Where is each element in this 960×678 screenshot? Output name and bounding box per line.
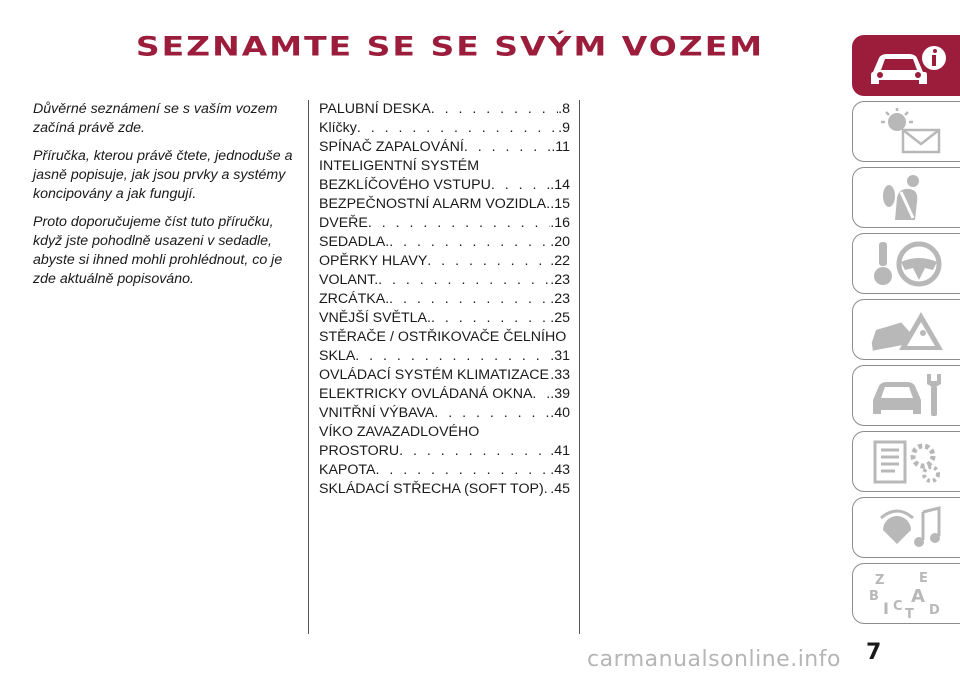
warning-lights-icon [867, 108, 947, 156]
chapter-tabs [852, 35, 960, 629]
index-letter: E [919, 571, 928, 586]
toc-entry[interactable] [319, 404, 570, 423]
toc-entry-page: .41 [550, 443, 570, 459]
toc-entry-title: OPĚRKY HLAVY [319, 253, 428, 269]
toc-entry-title: BEZKLÍČOVÉHO VSTUPU [319, 177, 491, 193]
toc-entry[interactable] [319, 347, 570, 366]
toc-entry-title: ELEKTRICKY OVLÁDANÁ OKNA [319, 386, 533, 402]
tab-multimedia[interactable] [852, 497, 960, 558]
toc-entry-page: .40 [550, 405, 570, 421]
toc-leader-dots [532, 385, 550, 404]
toc-entry[interactable] [319, 442, 570, 461]
toc-entry-title: INTELIGENTNÍ SYSTÉM [319, 158, 480, 174]
watermark: carmanualsonline.info [587, 647, 841, 672]
toc-entry-page: .15 [550, 196, 570, 212]
car-maintenance-icon [867, 372, 947, 420]
toc-entry-title: STĚRAČE / OSTŘIKOVAČE ČELNÍHO [319, 329, 567, 345]
toc-leader-dots [427, 252, 550, 271]
toc-leader-dots [431, 100, 558, 119]
multimedia-icon [867, 504, 947, 552]
intro-paragraph: Důvěrné seznámení se s vaším vozem začíná právě zde. [33, 101, 278, 136]
tab-maintenance[interactable] [852, 365, 960, 426]
page-title: SEZNAMTE SE SE SVÝM VOZEM [135, 30, 765, 62]
toc-entry-page: .25 [550, 310, 570, 326]
tab-car-info[interactable] [852, 35, 960, 96]
toc-entry-page: .14 [550, 177, 570, 193]
toc-entry-title: SEDADLA. [319, 234, 390, 250]
toc-entry[interactable] [319, 309, 570, 328]
toc-leader-dots [376, 461, 551, 480]
toc-entry[interactable] [319, 176, 570, 195]
toc-entry[interactable] [319, 480, 570, 499]
toc-entry-page: .33 [550, 367, 570, 383]
toc-entry-title: VÍKO ZAVAZADLOVÉHO [319, 424, 480, 440]
column-divider [579, 100, 580, 634]
toc-entry[interactable] [319, 100, 570, 119]
table-of-contents [319, 100, 570, 499]
toc-entry[interactable] [319, 271, 570, 290]
toc-entry-page: .45 [550, 481, 570, 497]
toc-entry[interactable] [319, 366, 570, 385]
tab-emergency[interactable] [852, 299, 960, 360]
index-letter: T [905, 607, 914, 618]
toc-entry-page: .22 [550, 253, 570, 269]
toc-leader-dots [434, 404, 550, 423]
tab-warning-lights[interactable] [852, 101, 960, 162]
toc-entry[interactable] [319, 290, 570, 309]
index-letter: Z [875, 573, 885, 588]
toc-entry-title: ZRCÁTKA. [319, 291, 390, 307]
toc-entry-page: .43 [550, 462, 570, 478]
column-divider [308, 100, 309, 634]
toc-entry-title: SKLA [319, 348, 356, 364]
emergency-accident-icon [867, 306, 947, 354]
intro-paragraph: Příručka, kterou právě čtete, jednoduše a jasně popisuje, jak jsou prvky a systémy koncipovány a jak fungují. [33, 148, 293, 202]
toc-leader-dots [464, 138, 552, 157]
toc-entry-page: .20 [550, 234, 570, 250]
index-letter: D [929, 603, 940, 618]
toc-leader-dots [378, 271, 550, 290]
toc-entry-title: VNITŘNÍ VÝBAVA [319, 405, 435, 421]
toc-entry[interactable] [319, 328, 570, 347]
index-letters-icon [867, 570, 947, 618]
toc-entry-title: SPÍNAČ ZAPALOVÁNÍ [319, 139, 464, 155]
toc-leader-dots [389, 233, 550, 252]
toc-entry-page: .16 [550, 215, 570, 231]
toc-entry-title: VOLANT. [319, 272, 379, 288]
toc-leader-dots [368, 214, 550, 233]
tab-technical-data[interactable] [852, 431, 960, 492]
index-letter: I [883, 599, 889, 618]
toc-entry-title: PROSTORU [319, 443, 400, 459]
toc-entry-page: .39 [550, 386, 570, 402]
toc-leader-dots [431, 309, 550, 328]
tab-index[interactable] [852, 563, 960, 624]
toc-entry-title: DVEŘE [319, 215, 368, 231]
toc-leader-dots [399, 442, 550, 461]
tab-starting-driving[interactable] [852, 233, 960, 294]
toc-leader-dots [544, 480, 551, 499]
toc-entry[interactable] [319, 119, 570, 138]
tab-safety[interactable] [852, 167, 960, 228]
toc-entry[interactable] [319, 461, 570, 480]
toc-entry-page: .11 [551, 139, 570, 155]
toc-entry[interactable] [319, 252, 570, 271]
toc-entry[interactable] [319, 138, 570, 157]
toc-entry-title: KAPOTA [319, 462, 376, 478]
key-steering-wheel-icon [867, 240, 947, 288]
intro-text [33, 100, 303, 298]
toc-leader-dots [491, 176, 550, 195]
toc-entry-page: .8 [558, 101, 570, 117]
toc-entry[interactable] [319, 195, 570, 214]
toc-entry-title: OVLÁDACÍ SYSTÉM KLIMATIZACE [319, 367, 549, 383]
car-info-icon [867, 42, 947, 90]
page-number: 7 [866, 640, 882, 665]
toc-leader-dots [357, 119, 558, 138]
toc-entry[interactable] [319, 233, 570, 252]
toc-entry[interactable] [319, 214, 570, 233]
toc-entry[interactable] [319, 423, 570, 442]
index-letter: B [869, 589, 879, 604]
toc-entry-title: PALUBNÍ DESKA [319, 101, 431, 117]
toc-entry-title: Klíčky [319, 120, 357, 136]
toc-entry[interactable] [319, 385, 570, 404]
toc-entry-page: .9 [558, 120, 570, 136]
index-letter: C [893, 599, 903, 614]
technical-data-icon [867, 438, 947, 486]
toc-leader-dots [389, 290, 550, 309]
toc-entry-title: BEZPEČNOSTNÍ ALARM VOZIDLA [319, 196, 547, 212]
safety-airbag-icon [867, 174, 947, 222]
toc-leader-dots [355, 347, 550, 366]
toc-entry[interactable] [319, 157, 570, 176]
index-letter: A [911, 586, 925, 607]
toc-entry-page: .23 [550, 291, 570, 307]
toc-entry-title: SKLÁDACÍ STŘECHA (SOFT TOP) [319, 481, 544, 497]
toc-entry-title: VNĚJŠÍ SVĚTLA. [319, 310, 431, 326]
toc-entry-page: .23 [550, 272, 570, 288]
intro-paragraph: Proto doporučujeme číst tuto příručku, když jste pohodlně usazeni v sedadle, abyste si ihned mohli prohlédnout, co je zde aktuálně popisováno. [33, 214, 283, 287]
toc-entry-page: .31 [550, 348, 570, 364]
